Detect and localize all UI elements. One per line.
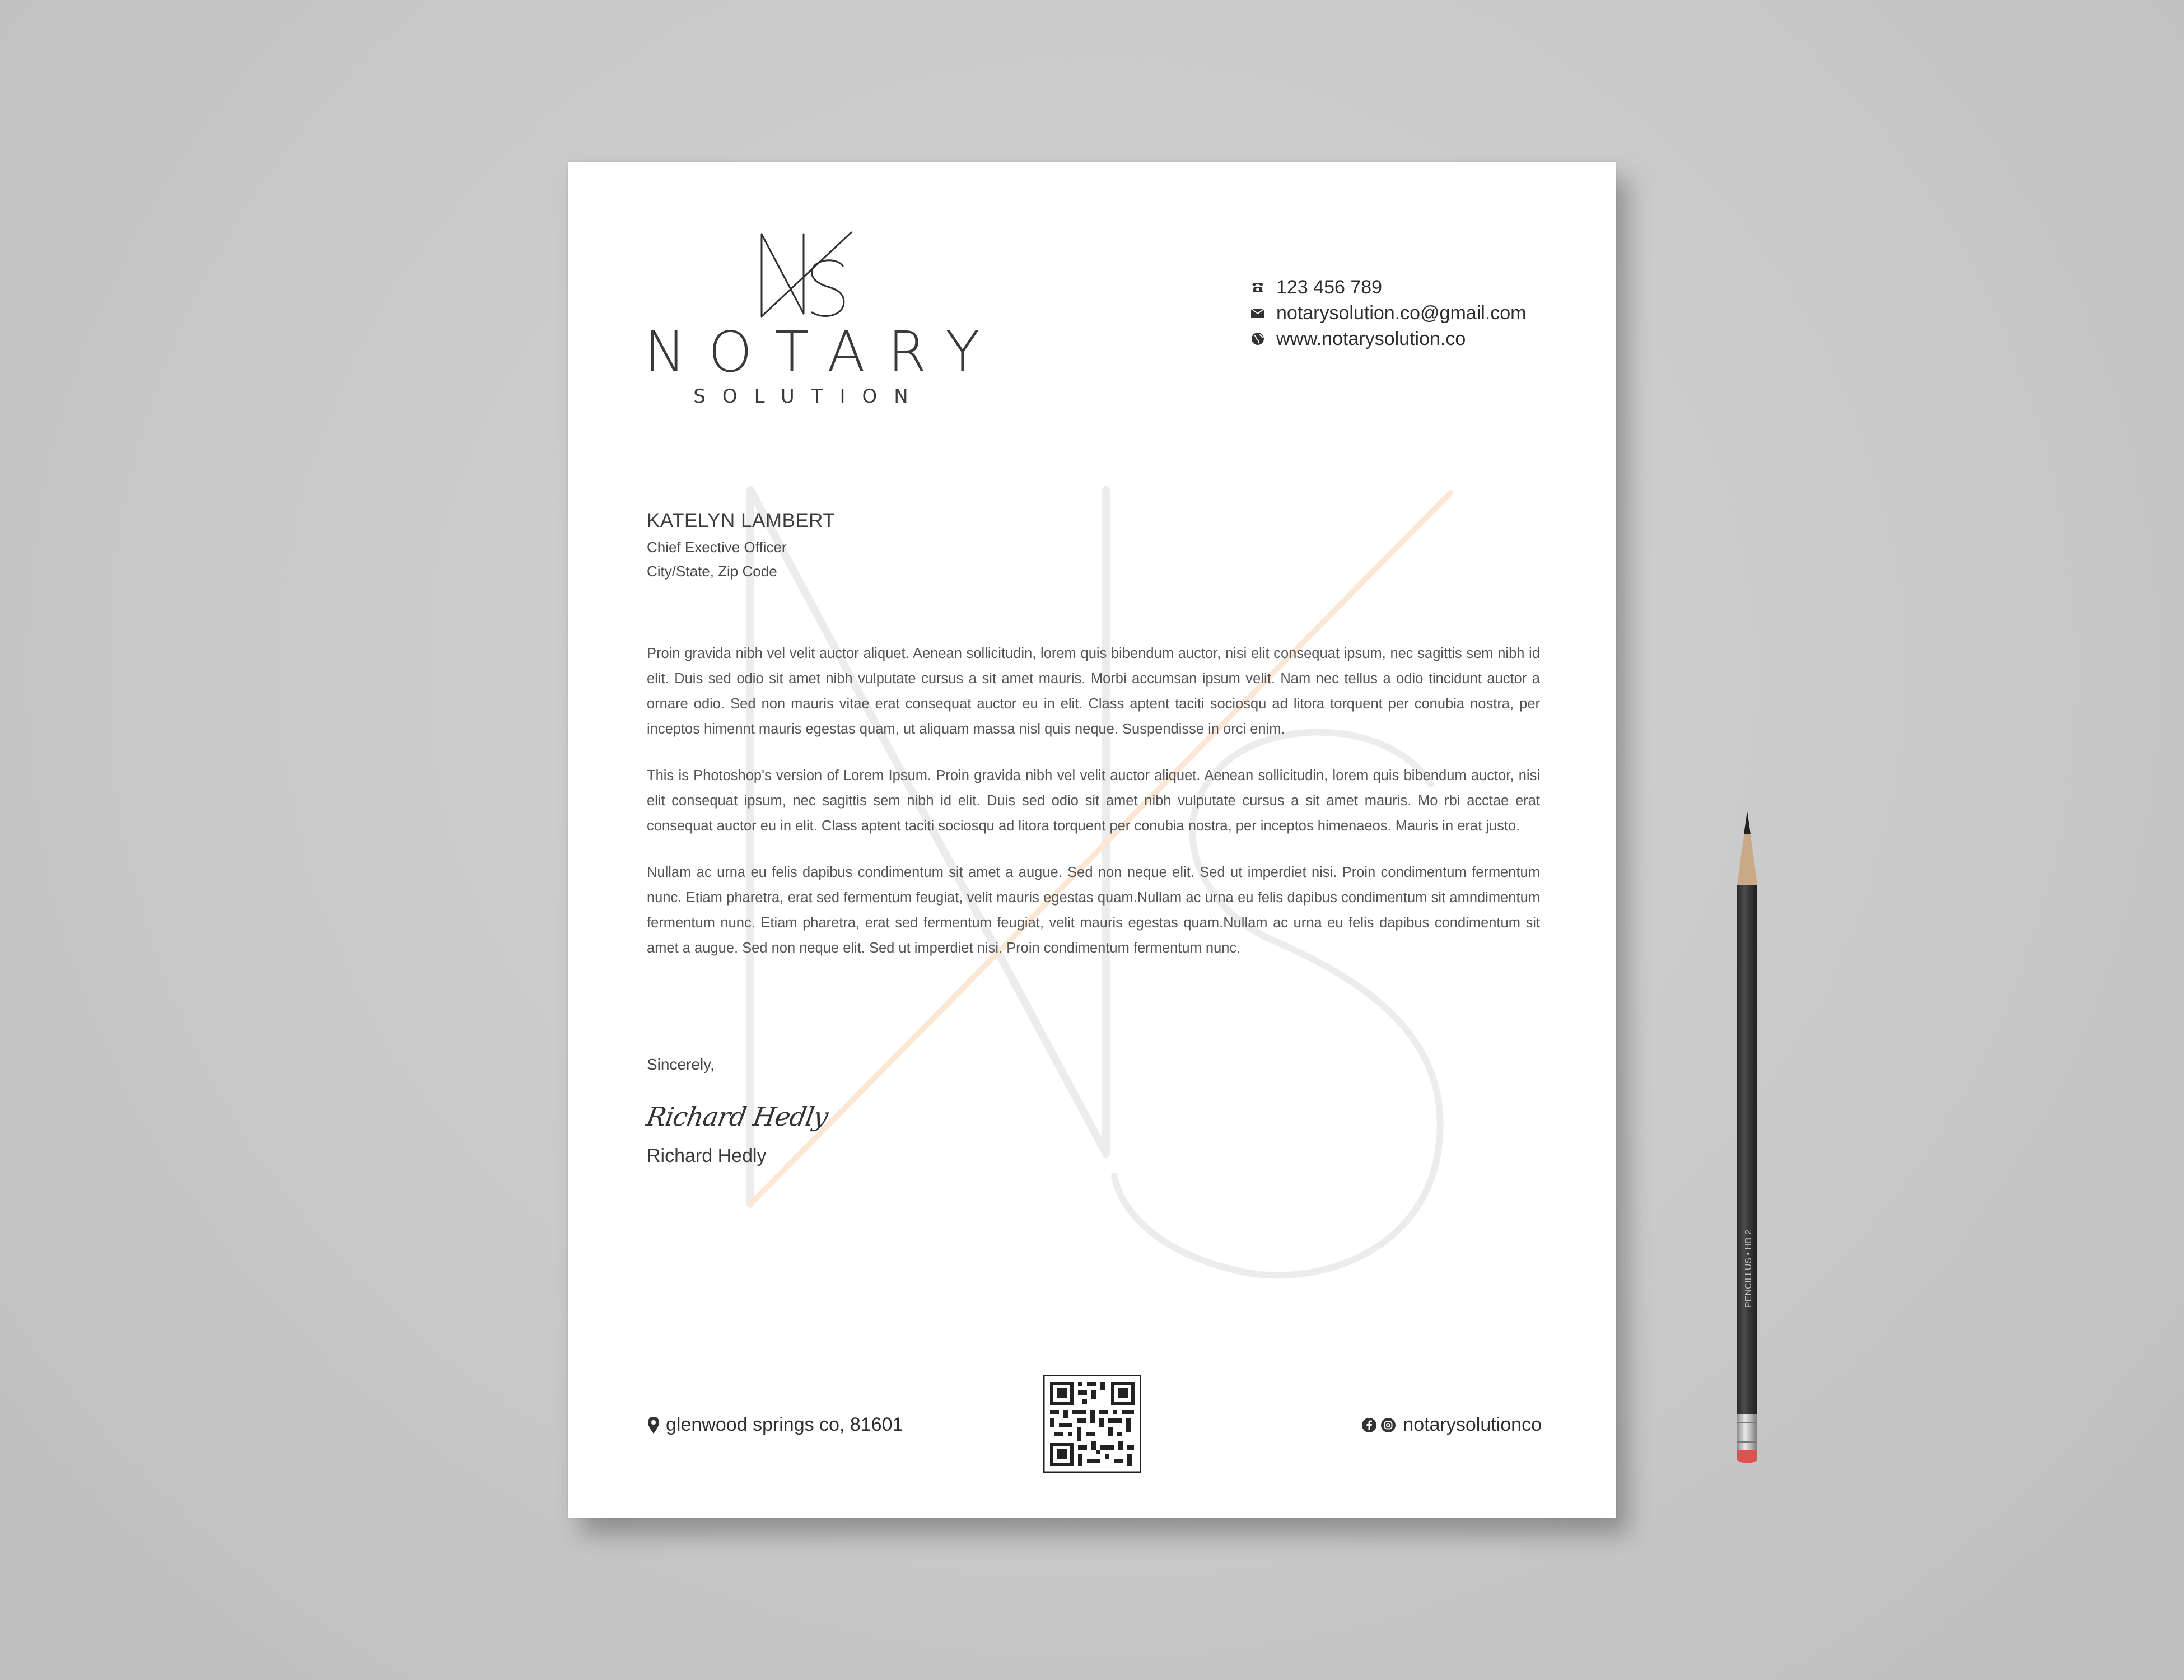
contact-phone — [1250, 274, 1564, 300]
recipient-block — [647, 510, 835, 580]
letterhead-page — [568, 162, 1616, 1518]
facebook-icon[interactable] — [1361, 1417, 1377, 1433]
map-pin-icon — [647, 1416, 660, 1435]
signer-name: Richard Hedly — [647, 1145, 767, 1166]
recipient-location: City/State, Zip Code — [647, 563, 777, 580]
phone-number: 123 456 789 — [1276, 276, 1383, 298]
social-handle[interactable]: notarysolutionco — [1403, 1414, 1542, 1435]
email-address[interactable]: notarysolution.co@gmail.com — [1276, 302, 1527, 324]
body-paragraph: Proin gravida nibh vel velit auctor aliquet. Aenean sollicitudin, lorem quis bibendum auctor, nisi elit consequat ipsum, nec sagittis sem nibh id elit. Duis sed odio sit amet nibh vulputate cursus a sit amet mauris. Morbi accumsan ipsum velit. Nam nec tellus a odio tincidunt auctor a ornare odio. Sed non mauris vitae erat consequat auctor eu in elit. Class aptent taciti sociosqu ad litora torquent per conubia nostra, per inceptos himennt mauris egestas quam, ut aliquam massa nisl quis neque. Suspendisse in orci enim. — [647, 646, 1540, 737]
contact-website — [1250, 326, 1564, 352]
recipient-title: Chief Exective Officer — [647, 539, 787, 556]
ns-monogram-icon — [750, 230, 868, 325]
website-url[interactable]: www.notarysolution.co — [1276, 328, 1466, 349]
pencil-brand: PENCILLUS • HB 2 — [1744, 1230, 1753, 1308]
letter-body — [647, 641, 1540, 982]
company-logo — [644, 230, 1002, 409]
closing-block — [644, 1056, 830, 1167]
pencil — [1725, 806, 1770, 1490]
closing-salutation: Sincerely, — [647, 1056, 715, 1073]
footer-social — [1361, 1414, 1542, 1436]
contact-block — [1250, 274, 1564, 352]
address-text: glenwood springs co, 81601 — [666, 1414, 903, 1435]
body-paragraph: This is Photoshop's version of Lorem Ipsum. Proin gravida nibh vel velit auctor aliquet. Aenean sollicitudin, lorem quis bibendum auctor, nisi elit consequat ipsum, nec sagittis sem nibh id elit. Duis sed odio sit amet nibh vulputate cursus a sit amet mauris. Mo rbi acctae erat consequat auctor eu in elit. Class aptent taciti sociosqu ad litora torquent per conubia nostra, per inceptos himenaeos. Mauris in erat justo. — [647, 768, 1540, 834]
logo-subtitle: SOLUTION — [693, 385, 925, 408]
handwritten-signature: Richard Hedly — [644, 1102, 830, 1132]
globe-icon — [1250, 332, 1276, 346]
body-paragraph: Nullam ac urna eu felis dapibus condimentum sit amet a augue. Sed non neque elit. Sed ut imperdiet nisi. Proin condimentum fermentum nunc. Etiam pharetra, erat sed fermentum feugiat, velit mauris egestas quam.Nullam ac urna eu felis dapibus condimentum sit amndimentum fermentum nunc. Etiam pharetra, erat sed fermentum feugiat, velit mauris egestas quam.Nullam ac urna eu felis dapibus condimentum sit amet a augue. Sed non neque elit. Sed ut imperdiet nisi. Proin condimentum fermentum nunc. — [647, 865, 1540, 956]
qr-code — [1043, 1375, 1141, 1473]
recipient-name: KATELYN LAMBERT — [647, 510, 836, 531]
logo-wordmark: NOTARY — [644, 319, 1002, 385]
phone-icon — [1250, 281, 1276, 293]
instagram-icon[interactable] — [1380, 1417, 1396, 1433]
envelope-icon — [1250, 307, 1276, 319]
footer-address — [647, 1414, 903, 1436]
contact-email — [1250, 300, 1564, 326]
